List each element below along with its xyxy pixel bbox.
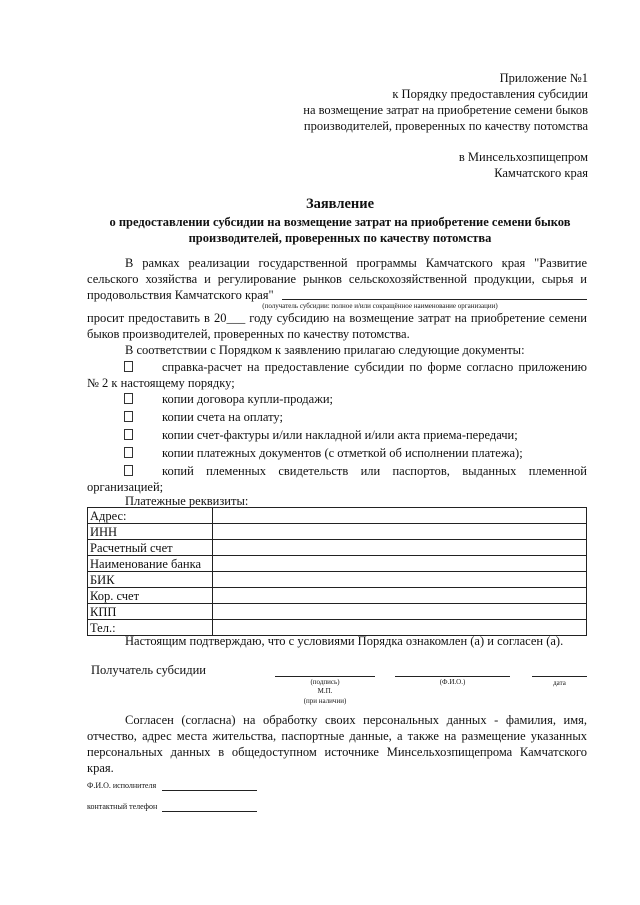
fio-caption: (Ф.И.О.): [439, 678, 466, 686]
doc-3-text: копии счета на оплату;: [162, 410, 283, 424]
consent-line1: Согласен (согласна) на обработку своих персональных данных - фамилия, имя,: [125, 713, 587, 727]
executor-label: Ф.И.О. исполнителя: [87, 781, 157, 790]
doc-6-continuation: организацией;: [87, 480, 164, 494]
doc-1-text: справка-расчет на предоставление субсидии по форме согласно приложению: [162, 360, 587, 374]
date-caption: дата: [553, 679, 566, 687]
phone-label: контактный телефон: [87, 802, 158, 811]
para1-line1: В рамках реализации государственной программы Камчатского края "Развитие: [125, 256, 587, 270]
payment-requisites-table: [87, 507, 587, 636]
row-value-inn[interactable]: [213, 524, 587, 540]
row-value-bank[interactable]: [213, 556, 587, 572]
doc-4-checkbox[interactable]: [124, 429, 133, 440]
table-row: [88, 572, 587, 588]
table-row: [88, 540, 587, 556]
row-value-corr-account[interactable]: [213, 588, 587, 604]
doc-2-checkbox[interactable]: [124, 393, 133, 404]
para1-line3: продовольствия Камчатского края": [87, 288, 274, 302]
table-row: [88, 588, 587, 604]
doc-6-text: копий племенных свидетельств или паспортов, выданных племенной: [162, 464, 587, 478]
row-label-kpp: КПП: [88, 604, 213, 620]
appendix-line-2: к Порядку предоставления субсидии: [392, 87, 588, 101]
docs-intro: В соответствии с Порядком к заявлению прилагаю следующие документы:: [125, 343, 525, 357]
addressee-line-2: Камчатского края: [494, 166, 588, 180]
row-value-address[interactable]: [213, 508, 587, 524]
table-row: [88, 556, 587, 572]
doc-5-text: копии платежных документов (с отметкой об исполнении платежа);: [162, 446, 523, 460]
table-row: [88, 508, 587, 524]
row-value-bik[interactable]: [213, 572, 587, 588]
doc-3-checkbox[interactable]: [124, 411, 133, 422]
doc-4-text: копии счет-фактуры и/или накладной и/или акта приема-передачи;: [162, 428, 518, 442]
para1-line2: сельского хозяйства и регулирование рынков сельскохозяйственной продукции, сырья и: [87, 272, 587, 286]
doc-6-checkbox[interactable]: [124, 465, 133, 476]
appendix-line-4: производителей, проверенных по качеству потомства: [303, 119, 588, 133]
row-value-kpp[interactable]: [213, 604, 587, 620]
table-row: [88, 604, 587, 620]
executor-line[interactable]: [162, 790, 257, 791]
row-value-account[interactable]: [213, 540, 587, 556]
para1-line4: просит предоставить в 20___ году субсидию на возмещение затрат на приобретение семени: [87, 311, 587, 325]
signature-line[interactable]: [275, 676, 375, 677]
document-subtitle-2: производителей, проверенных по качеству потомства: [188, 231, 492, 245]
phone-line[interactable]: [162, 811, 257, 812]
row-label-account: Расчетный счет: [88, 540, 213, 556]
payment-title: Платежные реквизиты:: [125, 494, 249, 508]
row-label-address: Адрес:: [88, 508, 213, 524]
recipient-name-caption: (получатель субсидии: полное и/или сокращённое наименование организации): [262, 302, 498, 310]
fio-line[interactable]: [395, 676, 510, 677]
recipient-label: Получатель субсидии: [91, 663, 206, 677]
document-title: Заявление: [305, 196, 375, 212]
doc-1-continuation: № 2 к настоящему порядку;: [87, 376, 235, 390]
row-label-corr-account: Кор. счет: [88, 588, 213, 604]
recipient-name-line: [282, 299, 587, 300]
addressee-line-1: в Минсельхозпищепром: [458, 150, 588, 164]
appendix-line-3: на возмещение затрат на приобретение семени быков: [303, 103, 588, 117]
stamp-label: М.П.: [317, 687, 333, 695]
row-label-inn: ИНН: [88, 524, 213, 540]
date-line[interactable]: [532, 676, 587, 677]
consent-line3: персональных данных в общедоступном источнике Минсельхозпищепрома Камчатского: [87, 745, 587, 759]
confirmation-text: Настоящим подтверждаю, что с условиями Порядка ознакомлен (а) и согласен (а).: [125, 634, 564, 648]
row-label-phone: Тел.:: [88, 620, 213, 636]
consent-line2: отчество, адрес места жительства, паспортные данные, а также на размещение указанных: [87, 729, 587, 743]
appendix-number: Приложение №1: [499, 71, 588, 85]
table-row: [88, 524, 587, 540]
para1-line5: быков производителей, проверенных по качеству потомства.: [87, 327, 410, 341]
row-label-bik: БИК: [88, 572, 213, 588]
stamp-if-any: (при наличии): [303, 697, 347, 705]
consent-line4: края.: [87, 761, 114, 775]
doc-1-checkbox[interactable]: [124, 361, 133, 372]
signature-caption: (подпись): [310, 678, 340, 686]
doc-5-checkbox[interactable]: [124, 447, 133, 458]
row-label-bank: Наименование банка: [88, 556, 213, 572]
document-subtitle-1: о предоставлении субсидии на возмещение затрат на приобретение семени быков: [109, 215, 571, 229]
doc-2-text: копии договора купли-продажи;: [162, 392, 334, 406]
